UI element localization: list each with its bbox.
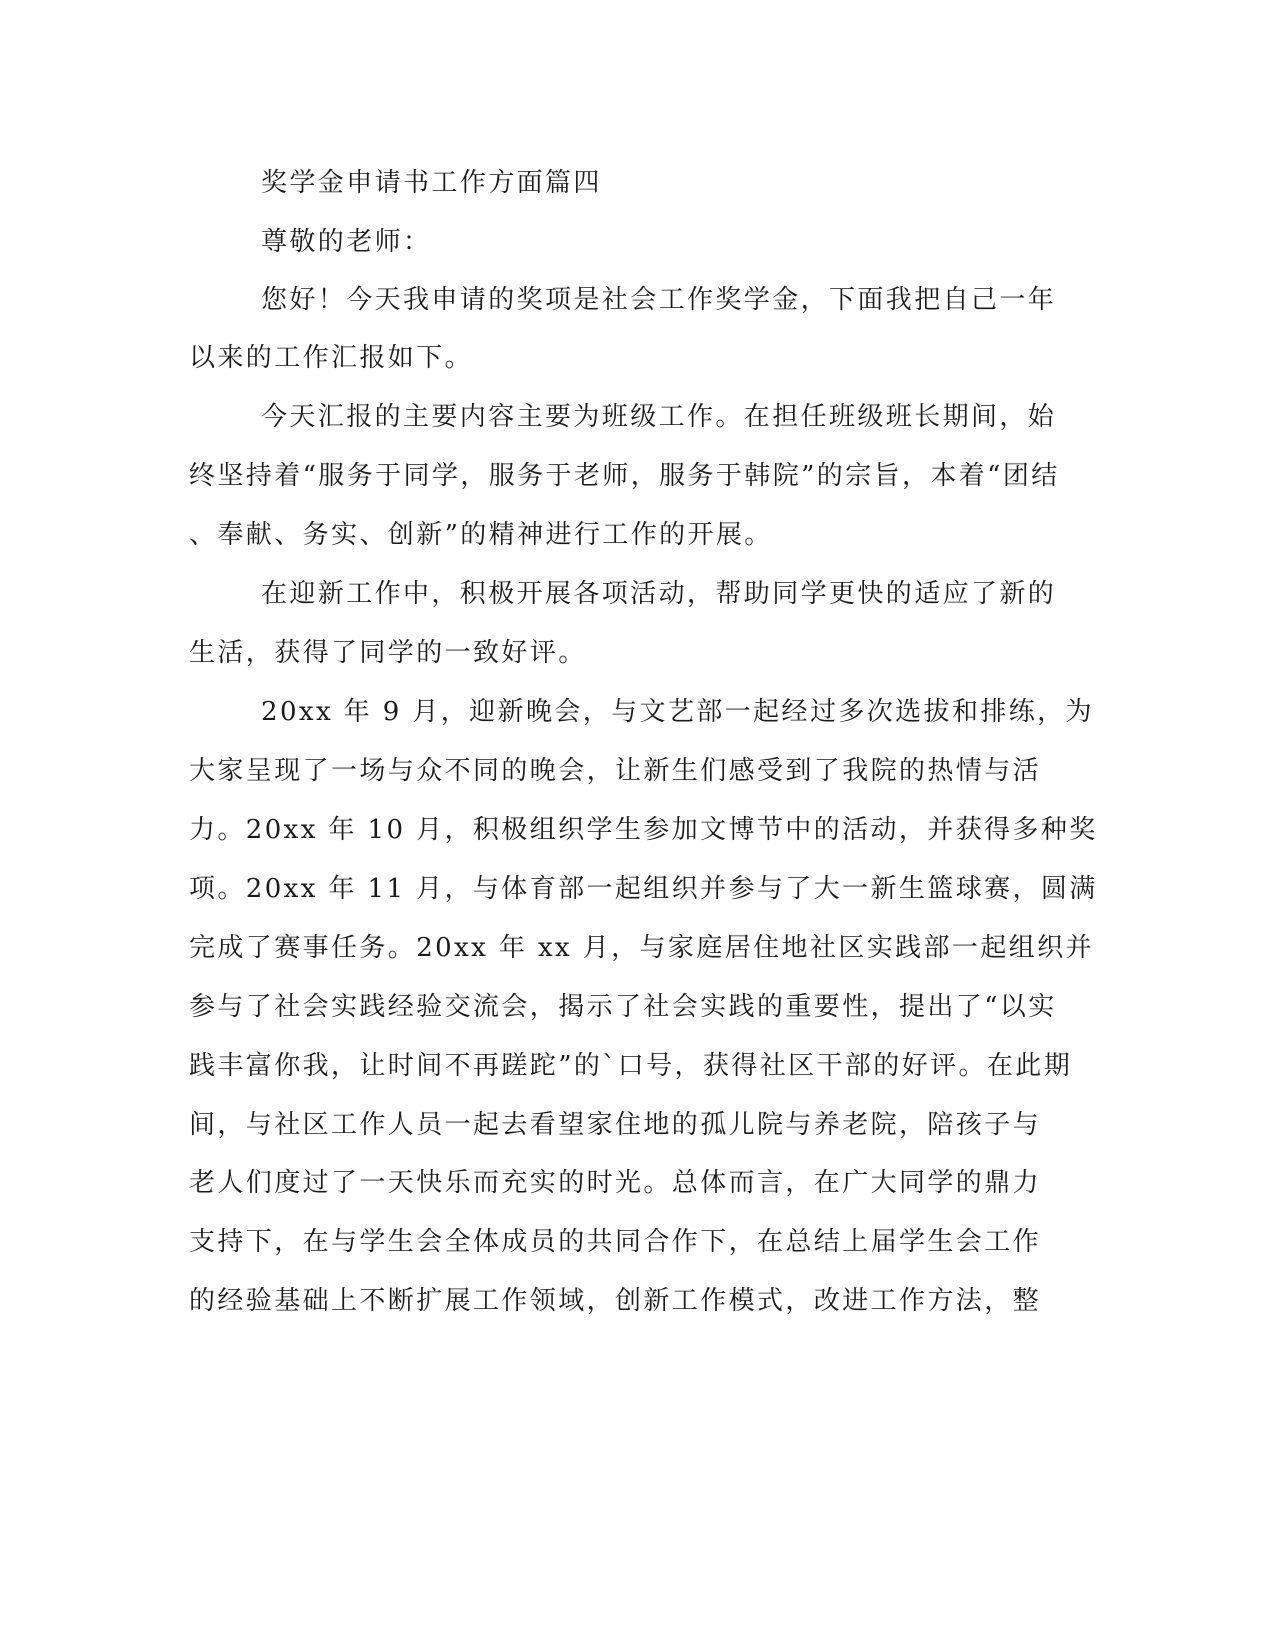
body-line: 20xx 年 9 月，迎新晚会，与文艺部一起经过多次选拔和排练，为 — [261, 697, 1094, 727]
body-line: 、奉献、务实、创新”的精神进行工作的开展。 — [189, 520, 773, 550]
body-line: 您好！今天我申请的奖项是社会工作奖学金，下面我把自己一年 — [261, 285, 1057, 315]
body-line: 终坚持着“服务于同学，服务于老师，服务于韩院”的宗旨，本着“团结 — [189, 461, 1060, 491]
body-line: 力。20xx 年 10 月，积极组织学生参加文博节中的活动，并获得多种奖 — [189, 815, 1098, 845]
body-line: 的经验基础上不断扩展工作领域，创新工作模式，改进工作方法，整 — [189, 1286, 1042, 1316]
body-line: 以来的工作汇报如下。 — [189, 343, 474, 373]
body-line: 间，与社区工作人员一起去看望家住地的孤儿院与养老院，陪孩子与 — [189, 1110, 1042, 1140]
document-heading: 奖学金申请书工作方面篇四 — [261, 168, 602, 198]
body-line: 老人们度过了一天快乐而充实的时光。总体而言，在广大同学的鼎力 — [189, 1168, 1042, 1198]
body-line: 项。20xx 年 11 月，与体育部一起组织并参与了大一新生篮球赛，圆满 — [189, 874, 1098, 904]
body-line: 参与了社会实践经验交流会，揭示了社会实践的重要性，提出了“以实 — [189, 992, 1057, 1022]
body-line: 大家呈现了一场与众不同的晚会，让新生们感受到了我院的热情与活 — [189, 756, 1042, 786]
body-line: 生活，获得了同学的一致好评。 — [189, 638, 587, 668]
body-line: 完成了赛事任务。20xx 年 xx 月，与家庭居住地社区实践部一起组织并 — [189, 933, 1094, 963]
body-line: 今天汇报的主要内容主要为班级工作。在担任班级班长期间，始 — [261, 402, 1057, 432]
body-line: 支持下，在与学生会全体成员的共同合作下，在总结上届学生会工作 — [189, 1227, 1042, 1257]
salutation: 尊敬的老师： — [261, 227, 432, 257]
body-line: 在迎新工作中，积极开展各项活动，帮助同学更快的适应了新的 — [261, 579, 1057, 609]
body-line: 践丰富你我，让时间不再蹉跎”的`口号，获得社区干部的好评。在此期 — [189, 1051, 1073, 1081]
